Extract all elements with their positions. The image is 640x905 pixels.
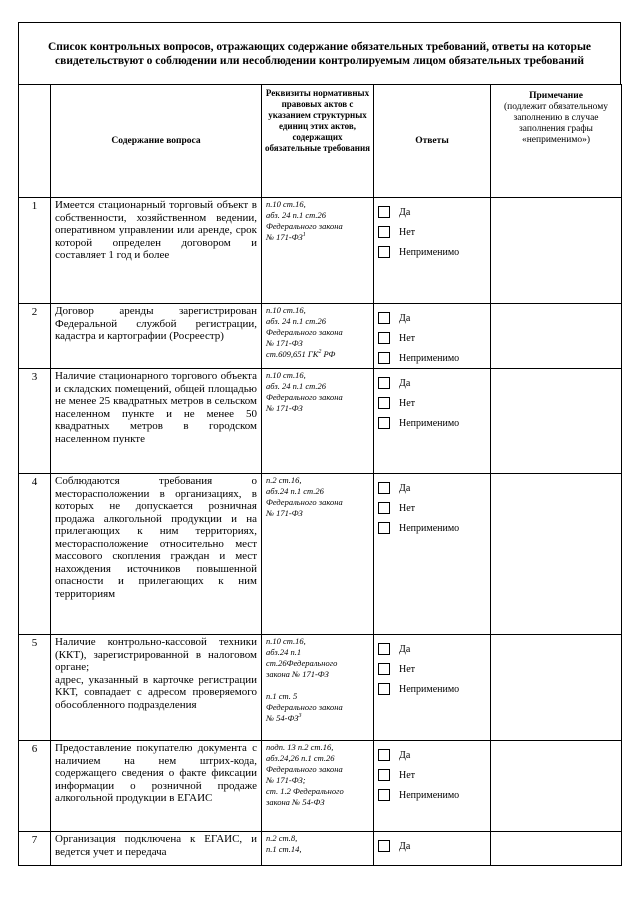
note-cell[interactable] [491, 304, 622, 369]
option-na[interactable]: Неприменимо [378, 242, 486, 262]
checkbox-yes[interactable] [378, 206, 390, 218]
option-na[interactable]: Неприменимо [378, 679, 486, 699]
checkbox-no[interactable] [378, 769, 390, 781]
row-number: 3 [19, 369, 51, 474]
row-number: 4 [19, 474, 51, 635]
option-no[interactable]: Нет [378, 222, 486, 242]
note-cell[interactable] [491, 198, 622, 304]
option-na[interactable]: Неприменимо [378, 348, 486, 368]
option-na[interactable]: Неприменимо [378, 518, 486, 538]
checkbox-no[interactable] [378, 226, 390, 238]
checkbox-yes[interactable] [378, 377, 390, 389]
header-num [19, 85, 51, 198]
checkbox-yes[interactable] [378, 482, 390, 494]
table-row [19, 832, 622, 866]
row-number: 6 [19, 741, 51, 832]
checkbox-na[interactable] [378, 683, 390, 695]
note-cell[interactable] [491, 474, 622, 635]
question-text: Организация подключена к ЕГАИС, и ведется учет и передача [51, 832, 262, 866]
checkbox-yes[interactable] [378, 749, 390, 761]
question-text: Наличие контрольно-кассовой техники (ККТ), зарегистрированной в налоговом органе; адрес, указанный в карточке регистрации ККТ, совпадает с адресом проверяемого обособленного подразделения [51, 635, 262, 741]
table-row [19, 198, 622, 304]
option-yes[interactable]: Да [378, 308, 486, 328]
table-row [19, 635, 622, 741]
requisites-text: п.10 ст.16, абз.24 п.1 ст.26Федерального закона № 171-ФЗ п.1 ст. 5 Федерального закона № $54-ФЗ^3$ [262, 635, 374, 741]
answer-options [374, 832, 491, 866]
requisites-text: п.10 ст.16, абз. 24 п.1 ст.26 Федерального закона № 171-ФЗ ст.609,651 $ГК^2$ РФ [262, 304, 374, 369]
checkbox-na[interactable] [378, 789, 390, 801]
option-yes[interactable]: Да [378, 836, 486, 856]
option-yes[interactable]: Да [378, 202, 486, 222]
row-number: 5 [19, 635, 51, 741]
checkbox-yes[interactable] [378, 643, 390, 655]
table-row [19, 474, 622, 635]
note-cell[interactable] [491, 369, 622, 474]
checkbox-yes[interactable] [378, 840, 390, 852]
checklist-sheet [18, 22, 621, 866]
row-number: 1 [19, 198, 51, 304]
requisites-text: п.10 ст.16, абз. 24 п.1 ст.26 Федерального закона № 171-ФЗ [262, 369, 374, 474]
option-yes[interactable]: Да [378, 745, 486, 765]
answer-options [374, 369, 491, 474]
header-note-sub: (подлежит обязательному заполнению в случае заполнения графы «неприменимо») [504, 102, 608, 145]
requisites-text: п.2 ст.8, п.1 ст.14, [262, 832, 374, 866]
checkbox-no[interactable] [378, 397, 390, 409]
header-note-title: Примечание [529, 91, 583, 101]
answer-options [374, 198, 491, 304]
checkbox-no[interactable] [378, 663, 390, 675]
question-text: Имеется стационарный торговый объект в собственности, хозяйственном ведении, оперативном управлении или аренде, срок которой определен договором и составляет 1 год и более [51, 198, 262, 304]
header-question: Содержание вопроса [51, 85, 262, 198]
page-title: Список контрольных вопросов, отражающих содержание обязательных требований, ответы на которые свидетельствуют о соблюдении или несоблюдении контролируемым лицом обязательных требований [18, 22, 621, 84]
requisites-text: п.10 ст.16, абз. 24 п.1 ст.26 Федерального закона № $171-ФЗ^1$ [262, 198, 374, 304]
checkbox-yes[interactable] [378, 312, 390, 324]
answer-options [374, 474, 491, 635]
option-no[interactable]: Нет [378, 393, 486, 413]
requisites-text: п.2 ст.16, абз.24 п.1 ст.26 Федерального закона № 171-ФЗ [262, 474, 374, 635]
answer-options [374, 304, 491, 369]
option-no[interactable]: Нет [378, 765, 486, 785]
option-no[interactable]: Нет [378, 659, 486, 679]
header-row [19, 85, 622, 198]
option-yes[interactable]: Да [378, 478, 486, 498]
requisites-text: подп. 13 п.2 ст.16, абз.24,26 п.1 ст.26 Федерального закона № 171-ФЗ; ст. 1.2 Федерального закона № 54-ФЗ [262, 741, 374, 832]
question-text: Соблюдаются требования о месторасположении в организациях, в которых не допускается розничная продажа алкогольной продукции и на прилегающих к ним территориях, месторасположение относительно мест массового скопления граждан и мест нахождения источников повышенной опасности и прилегающих к ним территориям [51, 474, 262, 635]
checkbox-no[interactable] [378, 332, 390, 344]
table-row [19, 369, 622, 474]
note-cell[interactable] [491, 741, 622, 832]
option-na[interactable]: Неприменимо [378, 785, 486, 805]
option-yes[interactable]: Да [378, 639, 486, 659]
row-number: 7 [19, 832, 51, 866]
checkbox-na[interactable] [378, 246, 390, 258]
option-yes[interactable]: Да [378, 373, 486, 393]
header-requisites: Реквизиты нормативных правовых актов с указанием структурных единиц этих актов, содержащих обязательные требования [262, 85, 374, 198]
answer-options [374, 741, 491, 832]
answer-options [374, 635, 491, 741]
row-number: 2 [19, 304, 51, 369]
header-answers: Ответы [374, 85, 491, 198]
note-cell[interactable] [491, 832, 622, 866]
question-text: Наличие стационарного торгового объекта и складских помещений, общей площадью не менее 25 квадратных метров в сельском населенном пункте и не менее 50 квадратных метров в городском населенном пункте [51, 369, 262, 474]
note-cell[interactable] [491, 635, 622, 741]
header-note [491, 85, 622, 198]
checkbox-na[interactable] [378, 352, 390, 364]
checkbox-na[interactable] [378, 417, 390, 429]
checkbox-no[interactable] [378, 502, 390, 514]
table-row [19, 304, 622, 369]
question-text: Договор аренды зарегистрирован Федеральной службой регистрации, кадастра и картографии (Росреестр) [51, 304, 262, 369]
table-row [19, 741, 622, 832]
checkbox-na[interactable] [378, 522, 390, 534]
checklist-table [18, 84, 622, 866]
option-no[interactable]: Нет [378, 328, 486, 348]
option-no[interactable]: Нет [378, 498, 486, 518]
option-na[interactable]: Неприменимо [378, 413, 486, 433]
question-text: Предоставление покупателю документа с наличием на нем штрих-кода, содержащего сведения о факте фиксации информации о розничной продаже алкогольной продукции в ЕГАИС [51, 741, 262, 832]
